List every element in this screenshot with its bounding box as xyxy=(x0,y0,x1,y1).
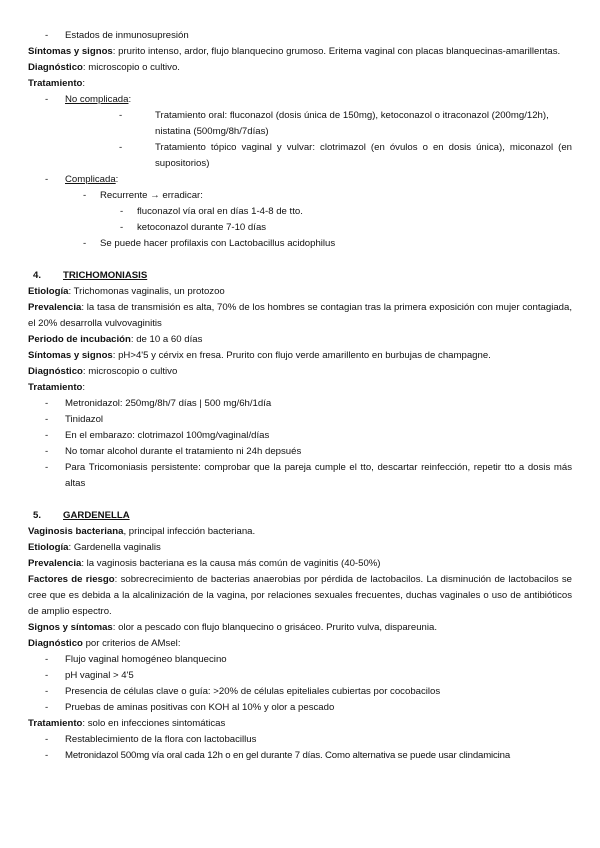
dash-marker: - xyxy=(45,174,49,185)
label: Etiología xyxy=(28,286,69,297)
candidiasis-diagnostico xyxy=(28,60,572,76)
list-item-text: Metronidazol 500mg vía oral cada 12h o en gel durante 7 días. Como alternativa se puede usar clindamicina xyxy=(65,750,511,761)
tratamiento-topico-item xyxy=(28,140,572,172)
section-number: 4. xyxy=(33,270,42,281)
document-page xyxy=(28,28,572,764)
list-item-text: Pruebas de aminas positivas con KOH al 10% y olor a pescado xyxy=(65,702,335,713)
list-item-text: No tomar alcohol durante el tratamiento ni 24h depsués xyxy=(65,446,302,457)
dash-marker: - xyxy=(45,398,49,409)
dash-marker: - xyxy=(45,94,49,105)
gard-signos xyxy=(28,620,572,636)
list-item-text: Presencia de células clave o guía: >20% de células epiteliales cubiertas por cocobacilos xyxy=(65,686,441,697)
dash-marker: - xyxy=(45,30,49,41)
list-item-text: pH vaginal > 4'5 xyxy=(65,670,134,681)
text: : sobrecrecimiento de bacterias anaerobias por pérdida de lactobacilos. La disminución de lactobacilos se cree que es debida a la alcalinización de la vagina, por relaciones sexuales frecuentes, duchas vaginales o uso de antibióticos de amplio espectro. xyxy=(28,574,572,617)
no-complicada-item xyxy=(28,92,572,108)
list-item xyxy=(28,652,572,668)
dash-marker: - xyxy=(120,206,124,217)
ketoconazol-text: ketoconazol durante 7-10 días xyxy=(137,222,267,233)
label: Factores de riesgo xyxy=(28,574,115,585)
dash-marker: - xyxy=(45,462,49,473)
dash-marker: - xyxy=(119,142,123,153)
list-item xyxy=(28,396,572,412)
dash-marker: - xyxy=(45,670,49,681)
gard-tratamiento xyxy=(28,716,572,732)
label: No complicada xyxy=(65,94,129,105)
label: Diagnóstico xyxy=(28,638,83,649)
gard-factores xyxy=(28,572,572,620)
list-item-text: En el embarazo: clotrimazol 100mg/vaginal/días xyxy=(65,430,270,441)
text: : Trichomonas vaginalis, un protozoo xyxy=(68,286,225,297)
list-item xyxy=(28,684,572,700)
candidiasis-sintomas xyxy=(28,44,572,60)
text: por criterios de AMsel: xyxy=(82,638,181,649)
label: Etiología xyxy=(28,542,69,553)
dash-marker: - xyxy=(45,686,49,697)
complicada-heading xyxy=(65,172,572,188)
candidiasis-tratamiento xyxy=(28,76,572,92)
section-number: 5. xyxy=(33,510,42,521)
tricho-prevalencia xyxy=(28,300,572,332)
dash-marker: - xyxy=(83,238,87,249)
complicada-item xyxy=(28,172,572,188)
text: : pH>4'5 y cérvix en fresa. Prurito con flujo verde amarillento en burbujas de champagne. xyxy=(112,350,491,361)
dash-marker: - xyxy=(119,110,123,121)
section-heading-gardenella xyxy=(28,508,572,524)
label: Periodo de incubación xyxy=(28,334,131,345)
list-item-text: Flujo vaginal homogéneo blanquecino xyxy=(65,654,227,665)
list-item xyxy=(28,428,572,444)
list-item-text: Tinidazol xyxy=(65,414,104,425)
label: Complicada xyxy=(65,174,116,185)
dash-marker: - xyxy=(45,446,49,457)
label: Tratamiento xyxy=(28,718,83,729)
text: , principal infección bacteriana. xyxy=(123,526,256,537)
text: : xyxy=(82,78,86,89)
label: Diagnóstico xyxy=(28,62,83,73)
list-item xyxy=(28,460,572,492)
text: : microscopio o cultivo. xyxy=(82,62,180,73)
gard-prevalencia xyxy=(28,556,572,572)
text: : solo en infecciones sintomáticas xyxy=(82,718,226,729)
section-heading-trichomoniasis xyxy=(28,268,572,284)
label: Prevalencia xyxy=(28,558,82,569)
intro-bullet xyxy=(28,28,572,44)
list-item-text: Restablecimiento de la flora con lactobacillus xyxy=(65,734,257,745)
fluconazol-item xyxy=(28,204,572,220)
list-item xyxy=(28,668,572,684)
label: Tratamiento xyxy=(28,382,83,393)
colon: : xyxy=(128,94,132,105)
list-item-text: Para Tricomoniasis persistente: comprobar que la pareja cumple el tto, descartar reinfección, repetir tto a dosis más altas xyxy=(65,462,572,489)
tricho-tratamiento xyxy=(28,380,572,396)
text: : prurito intenso, ardor, flujo blanquecino grumoso. Eritema vaginal con placas blanquecinas-amarillentas. xyxy=(112,46,561,57)
gard-diagnostico xyxy=(28,636,572,652)
list-item xyxy=(28,700,572,716)
text: : de 10 a 60 días xyxy=(130,334,203,345)
text: : la tasa de transmisión es alta, 70% de los hombres se contagian tras la primera exposición con mujer contagiada, el 20% desarrolla vulvovaginitis xyxy=(28,302,572,329)
ketoconazol-item xyxy=(28,220,572,236)
text: : Gardenella vaginalis xyxy=(68,542,161,553)
fluconazol-text: fluconazol vía oral en días 1-4-8 de tto. xyxy=(137,206,303,217)
dash-marker: - xyxy=(45,654,49,665)
tricho-etiologia xyxy=(28,284,572,300)
list-item xyxy=(28,444,572,460)
label: Tratamiento xyxy=(28,78,83,89)
dash-marker: - xyxy=(83,190,87,201)
profilaxis-item xyxy=(28,236,572,252)
dash-marker: - xyxy=(120,222,124,233)
section-title: GARDENELLA xyxy=(63,510,130,521)
tratamiento-oral-item xyxy=(28,108,572,140)
dash-marker: - xyxy=(45,750,49,761)
no-complicada-heading xyxy=(65,92,572,108)
section-title: TRICHOMONIASIS xyxy=(63,270,148,281)
profilaxis-text: Se puede hacer profilaxis con Lactobacillus acidophilus xyxy=(100,238,336,249)
list-item xyxy=(28,748,572,764)
list-item xyxy=(28,412,572,428)
recurrente-item xyxy=(28,188,572,204)
label: Síntomas y signos xyxy=(28,350,113,361)
dash-marker: - xyxy=(45,430,49,441)
text: : la vaginosis bacteriana es la causa más común de vaginitis (40-50%) xyxy=(81,558,381,569)
tricho-sintomas xyxy=(28,348,572,364)
tricho-periodo xyxy=(28,332,572,348)
gard-etiologia xyxy=(28,540,572,556)
dash-marker: - xyxy=(45,734,49,745)
tricho-diagnostico xyxy=(28,364,572,380)
dash-marker: - xyxy=(45,414,49,425)
label: Signos y síntomas xyxy=(28,622,113,633)
list-item xyxy=(28,732,572,748)
tratamiento-oral-text: Tratamiento oral: fluconazol (dosis única de 150mg), ketoconazol o itraconazol (200mg/12h), nistatina (500mg/8h/7días) xyxy=(155,110,549,137)
label: Prevalencia xyxy=(28,302,82,313)
colon: : xyxy=(115,174,119,185)
recurrente-text: Recurrente → erradicar: xyxy=(100,190,203,201)
label: Vaginosis bacteriana xyxy=(28,526,124,537)
tratamiento-topico-text: Tratamiento tópico vaginal y vulvar: clotrimazol (en óvulos o en dosis única), miconazol (en supositorios) xyxy=(155,142,572,169)
gard-vaginosis xyxy=(28,524,572,540)
text: : olor a pescado con flujo blanquecino o grisáceo. Prurito vulva, dispareunia. xyxy=(112,622,438,633)
text: : xyxy=(82,382,86,393)
label: Síntomas y signos xyxy=(28,46,113,57)
list-item-text: Metronidazol: 250mg/8h/7 días | 500 mg/6h/1día xyxy=(65,398,272,409)
dash-marker: - xyxy=(45,702,49,713)
text: : microscopio o cultivo xyxy=(82,366,178,377)
bullet-text: Estados de inmunosupresión xyxy=(65,30,189,41)
label: Diagnóstico xyxy=(28,366,83,377)
